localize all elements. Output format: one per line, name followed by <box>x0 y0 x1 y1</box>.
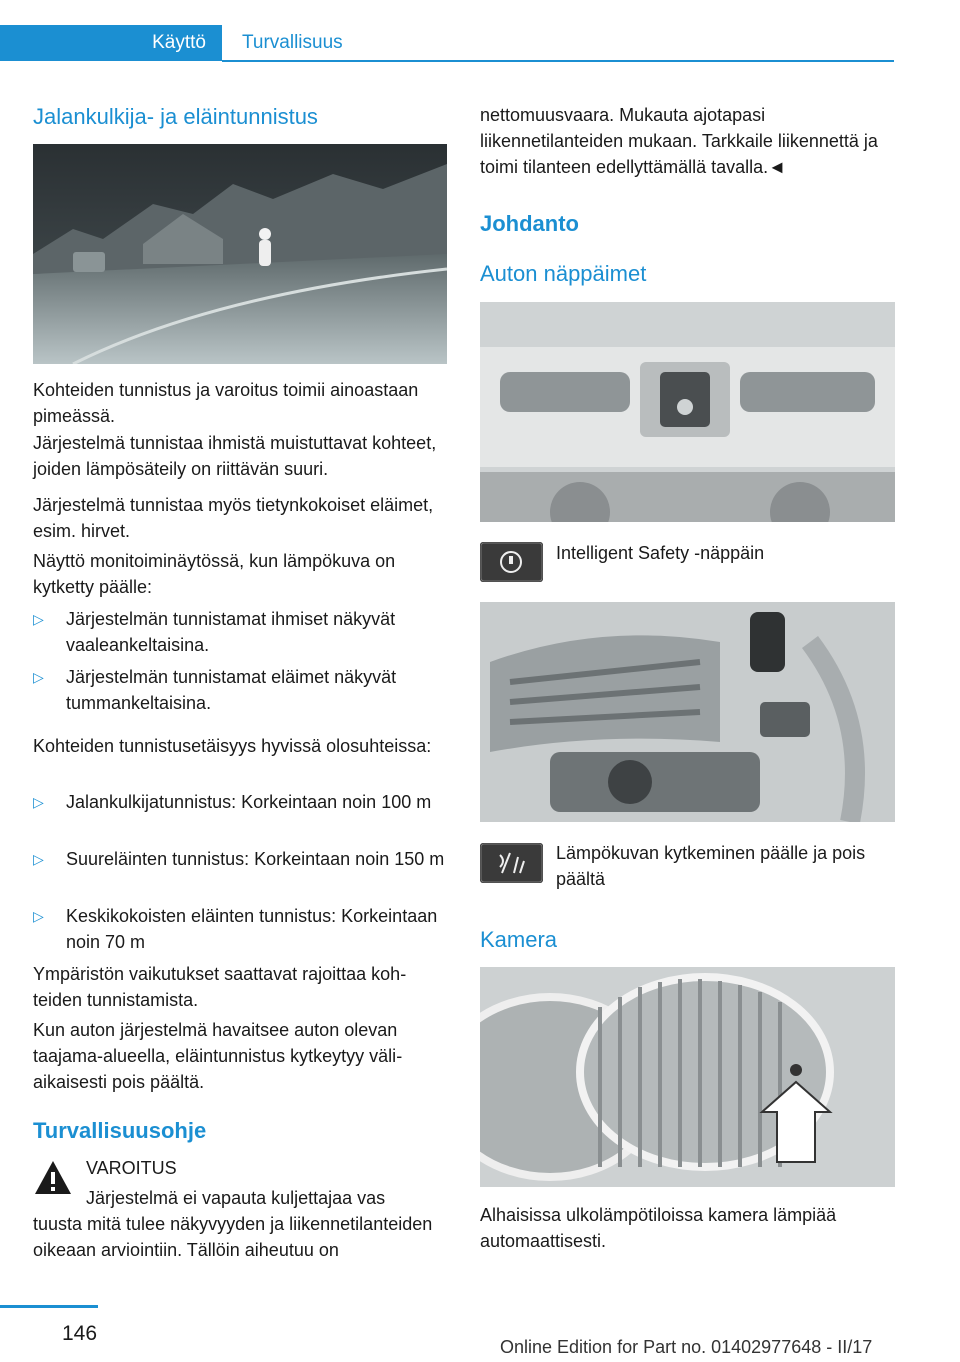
footer-edition: Online Edition for Part no. 01402977648 - II/17 <box>500 1337 873 1357</box>
section-heading-camera: Kamera <box>480 927 558 952</box>
camera-text: Alhaisissa ulkolämpötiloissa kamera lämpiää automaattisesti. <box>480 1205 837 1251</box>
list-item: ▷ Jalankulkijatunnistus: Korkeintaan noin 100 m <box>33 789 447 841</box>
warning-title: VAROITUS <box>86 1158 177 1178</box>
warning-text: tuusta mitä tulee näkyvyyden ja liikennetilanteiden oikeaan arviointiin. Tällöin aiheutuu on <box>33 1214 433 1260</box>
tab-kaytto[interactable]: Käyttö <box>0 25 222 61</box>
bullet-triangle-icon: ▷ <box>33 794 44 810</box>
dashboard-image <box>480 302 895 522</box>
paragraph-5: Kohteiden tunnistusetäisyys hyvissä olosuhteissa: <box>33 736 432 756</box>
paragraph-3: Järjestelmä tunnistaa myös tietynkokoiset eläimet, esim. hirvet. <box>33 495 434 541</box>
footer-rule <box>0 1305 98 1308</box>
bullet-triangle-icon: ▷ <box>33 669 44 685</box>
paragraph-1: Kohteiden tunnistus ja varoitus toimii ainoastaan pimeässä. <box>33 380 419 426</box>
thermal-image <box>33 144 447 364</box>
page-number: 146 <box>62 1322 98 1345</box>
intelligent-safety-button-icon <box>480 542 543 582</box>
bullet-triangle-icon: ▷ <box>33 851 44 867</box>
light-switch-image <box>480 602 895 822</box>
page-header <box>0 0 960 60</box>
section-heading-buttons: Auton näppäimet <box>480 261 647 286</box>
list-item: ▷ Suureläinten tunnistus: Korkeintaan noin 150 m <box>33 846 447 898</box>
paragraph-4: Näyttö monitoiminäytössä, kun lämpökuva on kytketty päälle: <box>33 551 396 597</box>
button1-label: Intelligent Safety -näppäin <box>556 543 765 563</box>
paragraph-2: Järjestelmä tunnistaa ihmistä muistuttavat kohteet, joiden lämpösäteily on riittävän suuri. <box>33 433 437 479</box>
button2-label: Lämpökuvan kytkeminen päälle ja pois päältä <box>556 843 866 889</box>
list-item: ▷ Keskikokoisten eläinten tunnistus: Korkeintaan noin 70 m <box>33 903 447 955</box>
section-heading-safety: Turvallisuusohje <box>33 1118 207 1143</box>
bullet-triangle-icon: ▷ <box>33 908 44 924</box>
paragraph-7: Kun auton järjestelmä havaitsee auton olevan taajama-alueella, eläintunnistus kytkeytyy väliaikaisesti pois päältä. <box>33 1020 403 1092</box>
camera-image <box>480 967 895 1187</box>
list-item: ▷ Järjestelmän tunnistamat eläimet näkyvät tummankeltaisina. <box>33 664 447 716</box>
night-vision-button-icon <box>480 843 543 883</box>
tab-turvallisuus[interactable]: Turvallisuus <box>222 25 894 61</box>
list-item: ▷ Järjestelmän tunnistamat ihmiset näkyvät vaaleankeltaisina. <box>33 606 447 658</box>
header-rule <box>222 60 894 62</box>
bullet-triangle-icon: ▷ <box>33 611 44 627</box>
section-heading-intro: Johdanto <box>480 211 579 236</box>
paragraph-6: Ympäristön vaikutukset saattavat rajoittaa kohteiden tunnistamista. <box>33 964 407 1010</box>
section-heading-pedestrian: Jalankulkija- ja eläintunnistus <box>33 104 318 129</box>
warning-icon <box>33 1158 73 1198</box>
continued-text: nettomuusvaara. Mukauta ajotapasi liikennetilanteiden mukaan. Tarkkaile liikennettä ja toimi tilanteen edellyttämällä tavalla.◄ <box>480 105 878 177</box>
warning-first-line: Järjestelmä ei vapauta kuljettajaa vas <box>86 1188 386 1208</box>
